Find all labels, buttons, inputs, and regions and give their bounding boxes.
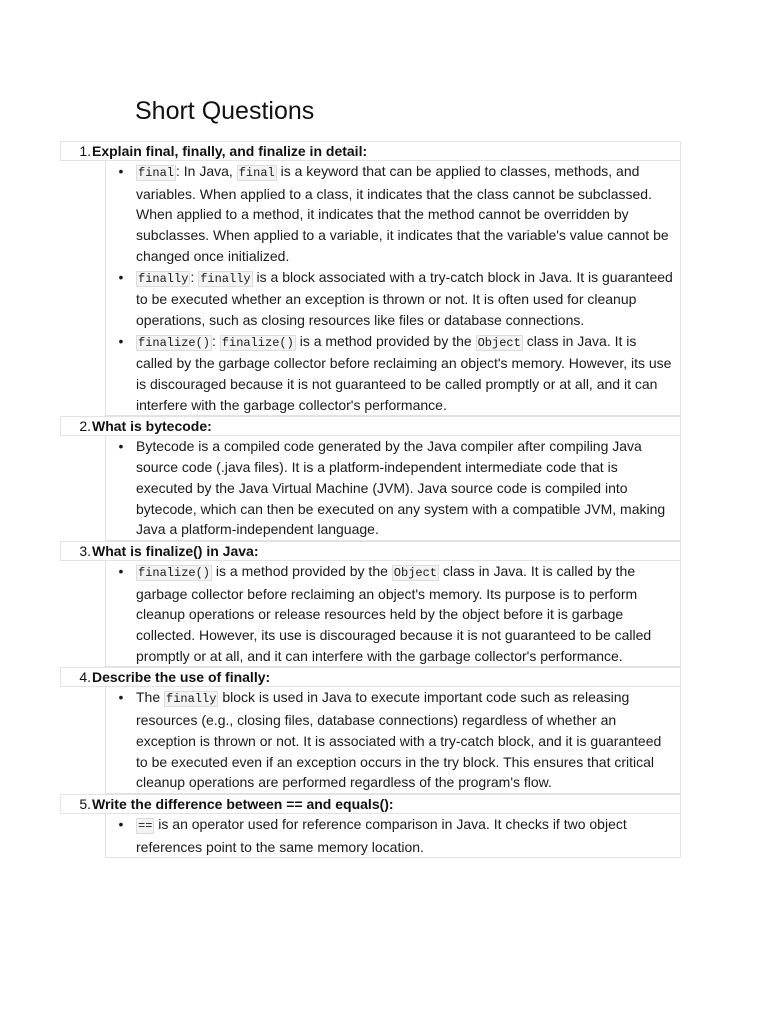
- answer-block: [105, 561, 681, 668]
- inline-code: Object: [477, 335, 521, 350]
- bullet-icon: •: [118, 438, 124, 455]
- answer-block: [105, 814, 681, 858]
- question-heading: [60, 416, 681, 436]
- bullet-text: [136, 436, 676, 540]
- answer-bullet: [106, 267, 676, 331]
- bullet-text: [136, 267, 676, 331]
- question-number: 3.: [79, 542, 91, 559]
- question-text: Write the difference between == and equals():: [92, 795, 394, 812]
- text-run: class in Java. It is called by the garbage collector before reclaiming an object's memory. Its purpose is to perform cleanup operations or release resources held by the object before it is garbage collected. However, its use is discouraged because it is not guaranteed to be called promptly or at all, and it can interfere with the garbage collector's performance.: [136, 562, 652, 664]
- answer-block: [105, 436, 681, 541]
- bullet-text: [136, 687, 676, 793]
- inline-code: final: [238, 166, 275, 180]
- answer-bullet: [106, 687, 676, 793]
- answer-bullet: [106, 561, 676, 667]
- question-heading: [60, 667, 681, 687]
- question-number: 5.: [79, 795, 91, 812]
- question-heading: [60, 541, 681, 561]
- question-text: What is bytecode:: [92, 418, 212, 435]
- inline-code: finalize(): [138, 565, 211, 580]
- question-text: Explain final, finally, and finalize in detail:: [92, 143, 368, 159]
- bullet-text: [136, 161, 676, 267]
- question-number: 4.: [79, 669, 91, 686]
- text-run: is a keyword that can be applied to classes, methods, and variables. When applied to a class, it indicates that the class cannot be subclassed. When applied to a method, it indicates that the method cannot be overridden by subclasses. When applied to a variable, it indicates that the variable's value cannot be changed once initialized.: [136, 163, 669, 264]
- inline-code: finalize(): [221, 335, 294, 350]
- inline-code: finalize(): [138, 335, 211, 350]
- inline-code: final: [138, 166, 175, 180]
- text-run: is a block associated with a try-catch block in Java. It is guaranteed to be executed whether an exception is thrown or not. It is often used for cleanup operations, such as closing resources like files or database connections.: [136, 268, 673, 328]
- bullet-text: [136, 814, 676, 857]
- inline-code: finally: [138, 271, 189, 286]
- text-run: is a method provided by the: [295, 332, 476, 349]
- question-list: [60, 141, 681, 858]
- answer-bullet: [106, 161, 676, 267]
- inline-code: ==: [138, 818, 153, 833]
- bullet-icon: •: [118, 332, 124, 349]
- question-number: 2.: [79, 418, 91, 435]
- text-run: is an operator used for reference comparison in Java. It checks if two object references point to the same memory location.: [136, 815, 627, 855]
- answer-bullet: [106, 814, 676, 857]
- question-text: What is finalize() in Java:: [92, 542, 259, 559]
- text-run: Bytecode is a compiled code generated by the Java compiler after compiling Java source code (.java files). It is a platform-independent intermediate code that is executed by the Java Virtual Machine (JVM). Java source code is compiled into bytecode, which can then be executed on any system with a compatible JVM, making Java a platform-independent language.: [136, 438, 666, 538]
- bullet-icon: •: [118, 163, 124, 179]
- page-title: Short Questions: [135, 97, 315, 125]
- answer-bullet: [106, 436, 676, 540]
- text-run: block is used in Java to execute important code such as releasing resources (e.g., closing files, database connections) regardless of whether an exception is thrown or not. It is associated with a try-catch block, and it is guaranteed to be executed even if an exception occurs in the try block. This ensures that critical cleanup operations are performed regardless of the program's flow.: [136, 689, 662, 791]
- answer-bullet: [106, 331, 676, 416]
- answer-block: [105, 687, 681, 794]
- question-heading: [60, 794, 681, 814]
- question-text: Describe the use of finally:: [92, 669, 271, 686]
- text-run: :: [212, 332, 220, 349]
- bullet-icon: •: [118, 562, 124, 579]
- text-run: The: [136, 689, 165, 706]
- question-heading: [60, 141, 681, 161]
- inline-code: Object: [393, 565, 438, 580]
- question-number: 1.: [79, 143, 91, 159]
- bullet-text: [136, 561, 676, 667]
- bullet-icon: •: [118, 689, 124, 706]
- bullet-icon: •: [118, 268, 124, 285]
- text-run: : In Java,: [176, 163, 237, 179]
- text-run: :: [190, 268, 199, 285]
- answer-block: [105, 161, 681, 416]
- bullet-text: [136, 331, 676, 416]
- bullet-icon: •: [118, 815, 124, 832]
- text-run: class in Java. It is called by the garbage collector before reclaiming an object's memory. However, its use is discouraged because it is not guaranteed to be called promptly or at all, and it can interfere with the garbage collector's performance.: [136, 332, 672, 413]
- inline-code: finally: [166, 692, 217, 707]
- inline-code: finally: [200, 271, 251, 286]
- text-run: is a method provided by the: [212, 562, 392, 579]
